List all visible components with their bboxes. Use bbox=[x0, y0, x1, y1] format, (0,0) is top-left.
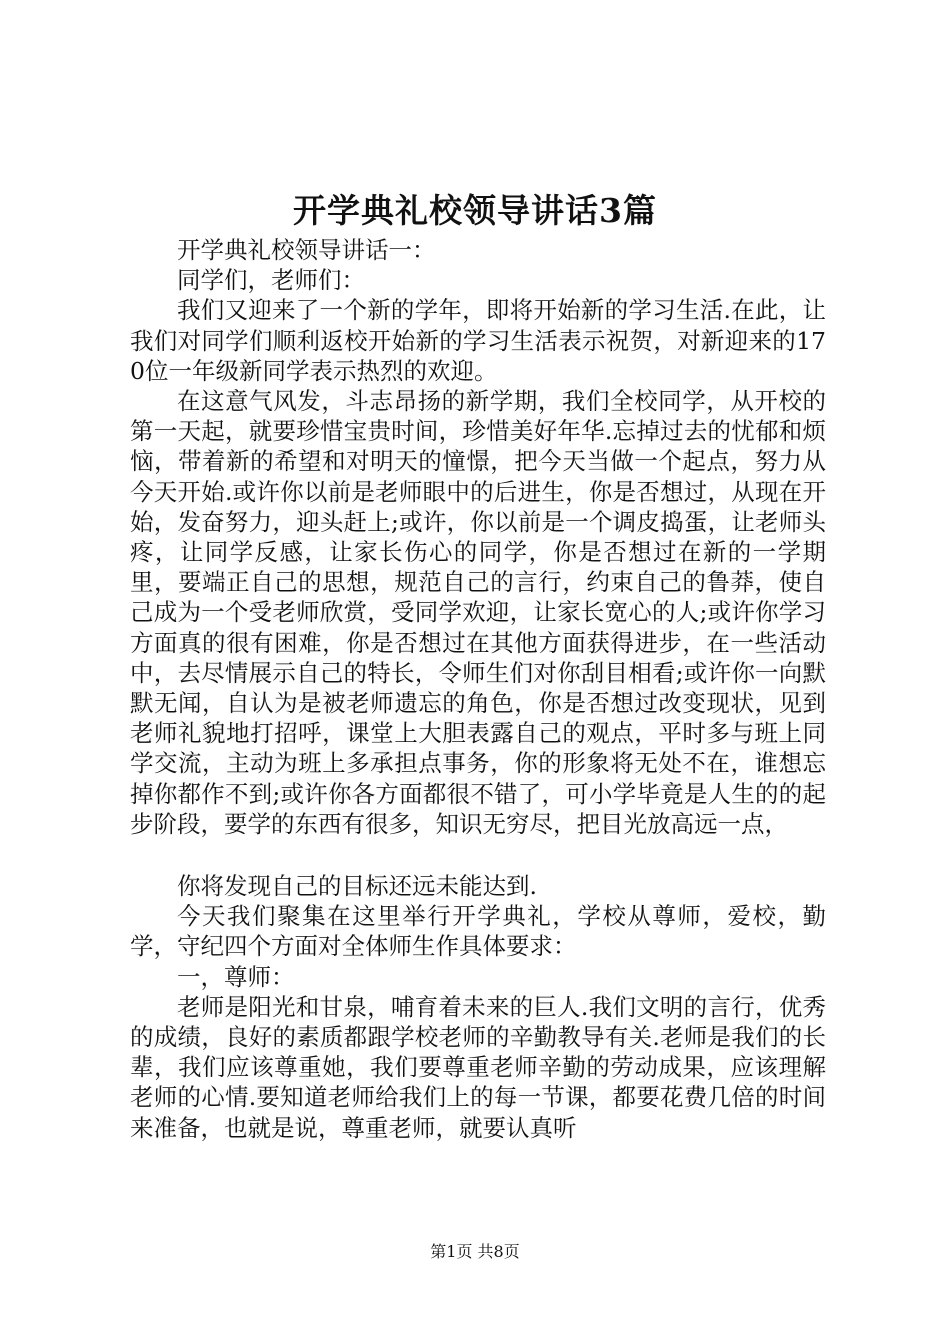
page-footer: 第1页 共8页 bbox=[430, 1242, 520, 1261]
document-title: 开学典礼校领导讲话3篇 bbox=[293, 191, 657, 230]
paragraph: 今天我们聚集在这里举行开学典礼，学校从尊师，爱校，勤学，守纪四个方面对全体师生作具体要求： bbox=[130, 902, 826, 961]
paragraph: 同学们，老师们： bbox=[177, 266, 365, 295]
paragraph: 我们又迎来了一个新的学年，即将开始新的学习生活.在此，让我们对同学们顺利返校开始新的学习生活表示祝贺，对新迎来的170位一年级新同学表示热烈的欢迎。 bbox=[130, 296, 826, 385]
paragraph: 在这意气风发，斗志昂扬的新学期，我们全校同学，从开校的第一天起，就要珍惜宝贵时间，珍惜美好年华.忘掉过去的忧郁和烦恼，带着新的希望和对明天的憧憬，把今天当做一个起点，努力从今天开始.或许你以前是老师眼中的后进生，你是否想过，从现在开始，发奋努力，迎头赶上;或许，你以前是一个调皮捣蛋，让老师头疼，让同学反感，让家长伤心的同学，你是否想过在新的一学期里，要端正自己的思想，规范自己的言行，约束自己的鲁莽，使自己成为一个受老师欣赏，受同学欢迎，让家长宽心的人;或许你学习方面真的很有困难，你是否想过在其他方面获得进步，在一些活动中，去尽情展示自己的特长，令师生们对你刮目相看;或许你一向默默无闻，自认为是被老师遗忘的角色，你是否想过改变现状，见到老师礼貌地打招呼，课堂上大胆表露自己的观点，平时多与班上同学交流，主动为班上多承担点事务，你的形象将无处不在，谁想忘掉你都作不到;或许你各方面都很不错了，可小学毕竟是人生的的起步阶段，要学的东西有很多，知识无穷尽，把目光放高远一点， bbox=[130, 387, 826, 838]
paragraph: 你将发现自己的目标还远未能达到. bbox=[177, 872, 537, 901]
document-body bbox=[130, 235, 826, 1143]
paragraph: 老师是阳光和甘泉，哺育着未来的巨人.我们文明的言行，优秀的成绩，良好的素质都跟学校老师的辛勤教导有关.老师是我们的长辈，我们应该尊重她，我们要尊重老师辛勤的劳动成果，应该理解老师的心情.要知道老师给我们上的每一节课，都要花费几倍的时间来准备，也就是说，尊重老师，就要认真听 bbox=[130, 992, 826, 1142]
paragraph-gap bbox=[130, 839, 826, 871]
paragraph: 一，尊师： bbox=[177, 962, 295, 991]
paragraph: 开学典礼校领导讲话一： bbox=[177, 236, 436, 264]
